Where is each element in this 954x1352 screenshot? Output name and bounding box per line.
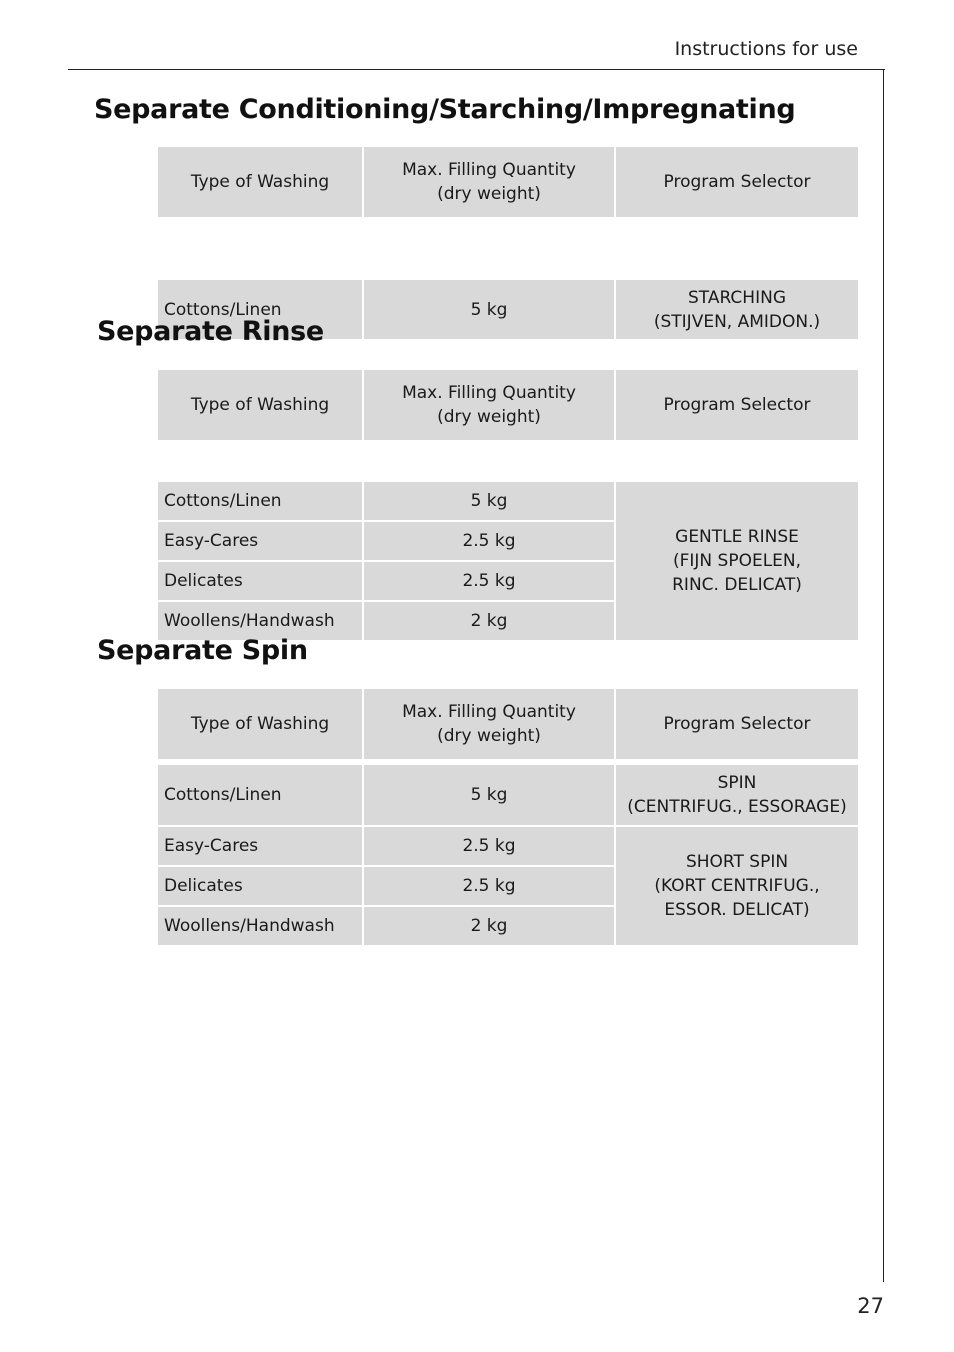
program-cell: SHORT SPIN (KORT CENTRIFUG., ESSOR. DELICAT) (616, 827, 858, 945)
quantity-cell: 5 kg (364, 482, 614, 520)
quantity-cell: 2.5 kg (364, 827, 614, 865)
column-header-quantity: Max. Filling Quantity (dry weight) (364, 689, 614, 759)
table-header-row (158, 147, 858, 217)
column-header-type: Type of Washing (158, 147, 362, 217)
conditioning-table (156, 145, 860, 341)
header-rule (68, 69, 885, 70)
quantity-cell: 2.5 kg (364, 867, 614, 905)
table-header-row (158, 370, 858, 440)
section-title-conditioning: Separate Conditioning/Starching/Impregnating (94, 94, 796, 125)
table-header-row (158, 689, 858, 759)
washing-type-cell: Easy-Cares (158, 522, 362, 560)
quantity-cell: 5 kg (364, 280, 614, 339)
table-row (158, 482, 858, 520)
running-header: Instructions for use (674, 38, 858, 60)
quantity-cell: 2.5 kg (364, 522, 614, 560)
program-cell: SPIN (CENTRIFUG., ESSORAGE) (616, 765, 858, 825)
quantity-cell: 5 kg (364, 765, 614, 825)
quantity-cell: 2 kg (364, 907, 614, 945)
quantity-cell: 2 kg (364, 602, 614, 640)
table-row (158, 827, 858, 865)
washing-type-cell: Cottons/Linen (158, 765, 362, 825)
quantity-cell: 2.5 kg (364, 562, 614, 600)
column-header-type: Type of Washing (158, 689, 362, 759)
column-header-quantity: Max. Filling Quantity (dry weight) (364, 147, 614, 217)
section-title-rinse: Separate Rinse (97, 316, 324, 347)
washing-type-cell: Delicates (158, 867, 362, 905)
column-header-quantity: Max. Filling Quantity (dry weight) (364, 370, 614, 440)
column-header-program: Program Selector (616, 147, 858, 217)
washing-type-cell: Woollens/Handwash (158, 602, 362, 640)
page-number: 27 (857, 1294, 884, 1318)
washing-type-cell: Delicates (158, 562, 362, 600)
washing-type-cell: Easy-Cares (158, 827, 362, 865)
washing-type-cell: Cottons/Linen (158, 280, 362, 339)
column-header-type: Type of Washing (158, 370, 362, 440)
section-title-spin: Separate Spin (97, 635, 308, 666)
column-header-program: Program Selector (616, 370, 858, 440)
program-cell: STARCHING (STIJVEN, AMIDON.) (616, 280, 858, 339)
column-header-program: Program Selector (616, 689, 858, 759)
washing-type-cell: Cottons/Linen (158, 482, 362, 520)
table-row (158, 765, 858, 825)
washing-type-cell: Woollens/Handwash (158, 907, 362, 945)
spin-table (156, 687, 860, 947)
program-cell: GENTLE RINSE (FIJN SPOELEN, RINC. DELICAT) (616, 482, 858, 640)
rinse-table (156, 368, 860, 642)
margin-rule (883, 69, 884, 1282)
